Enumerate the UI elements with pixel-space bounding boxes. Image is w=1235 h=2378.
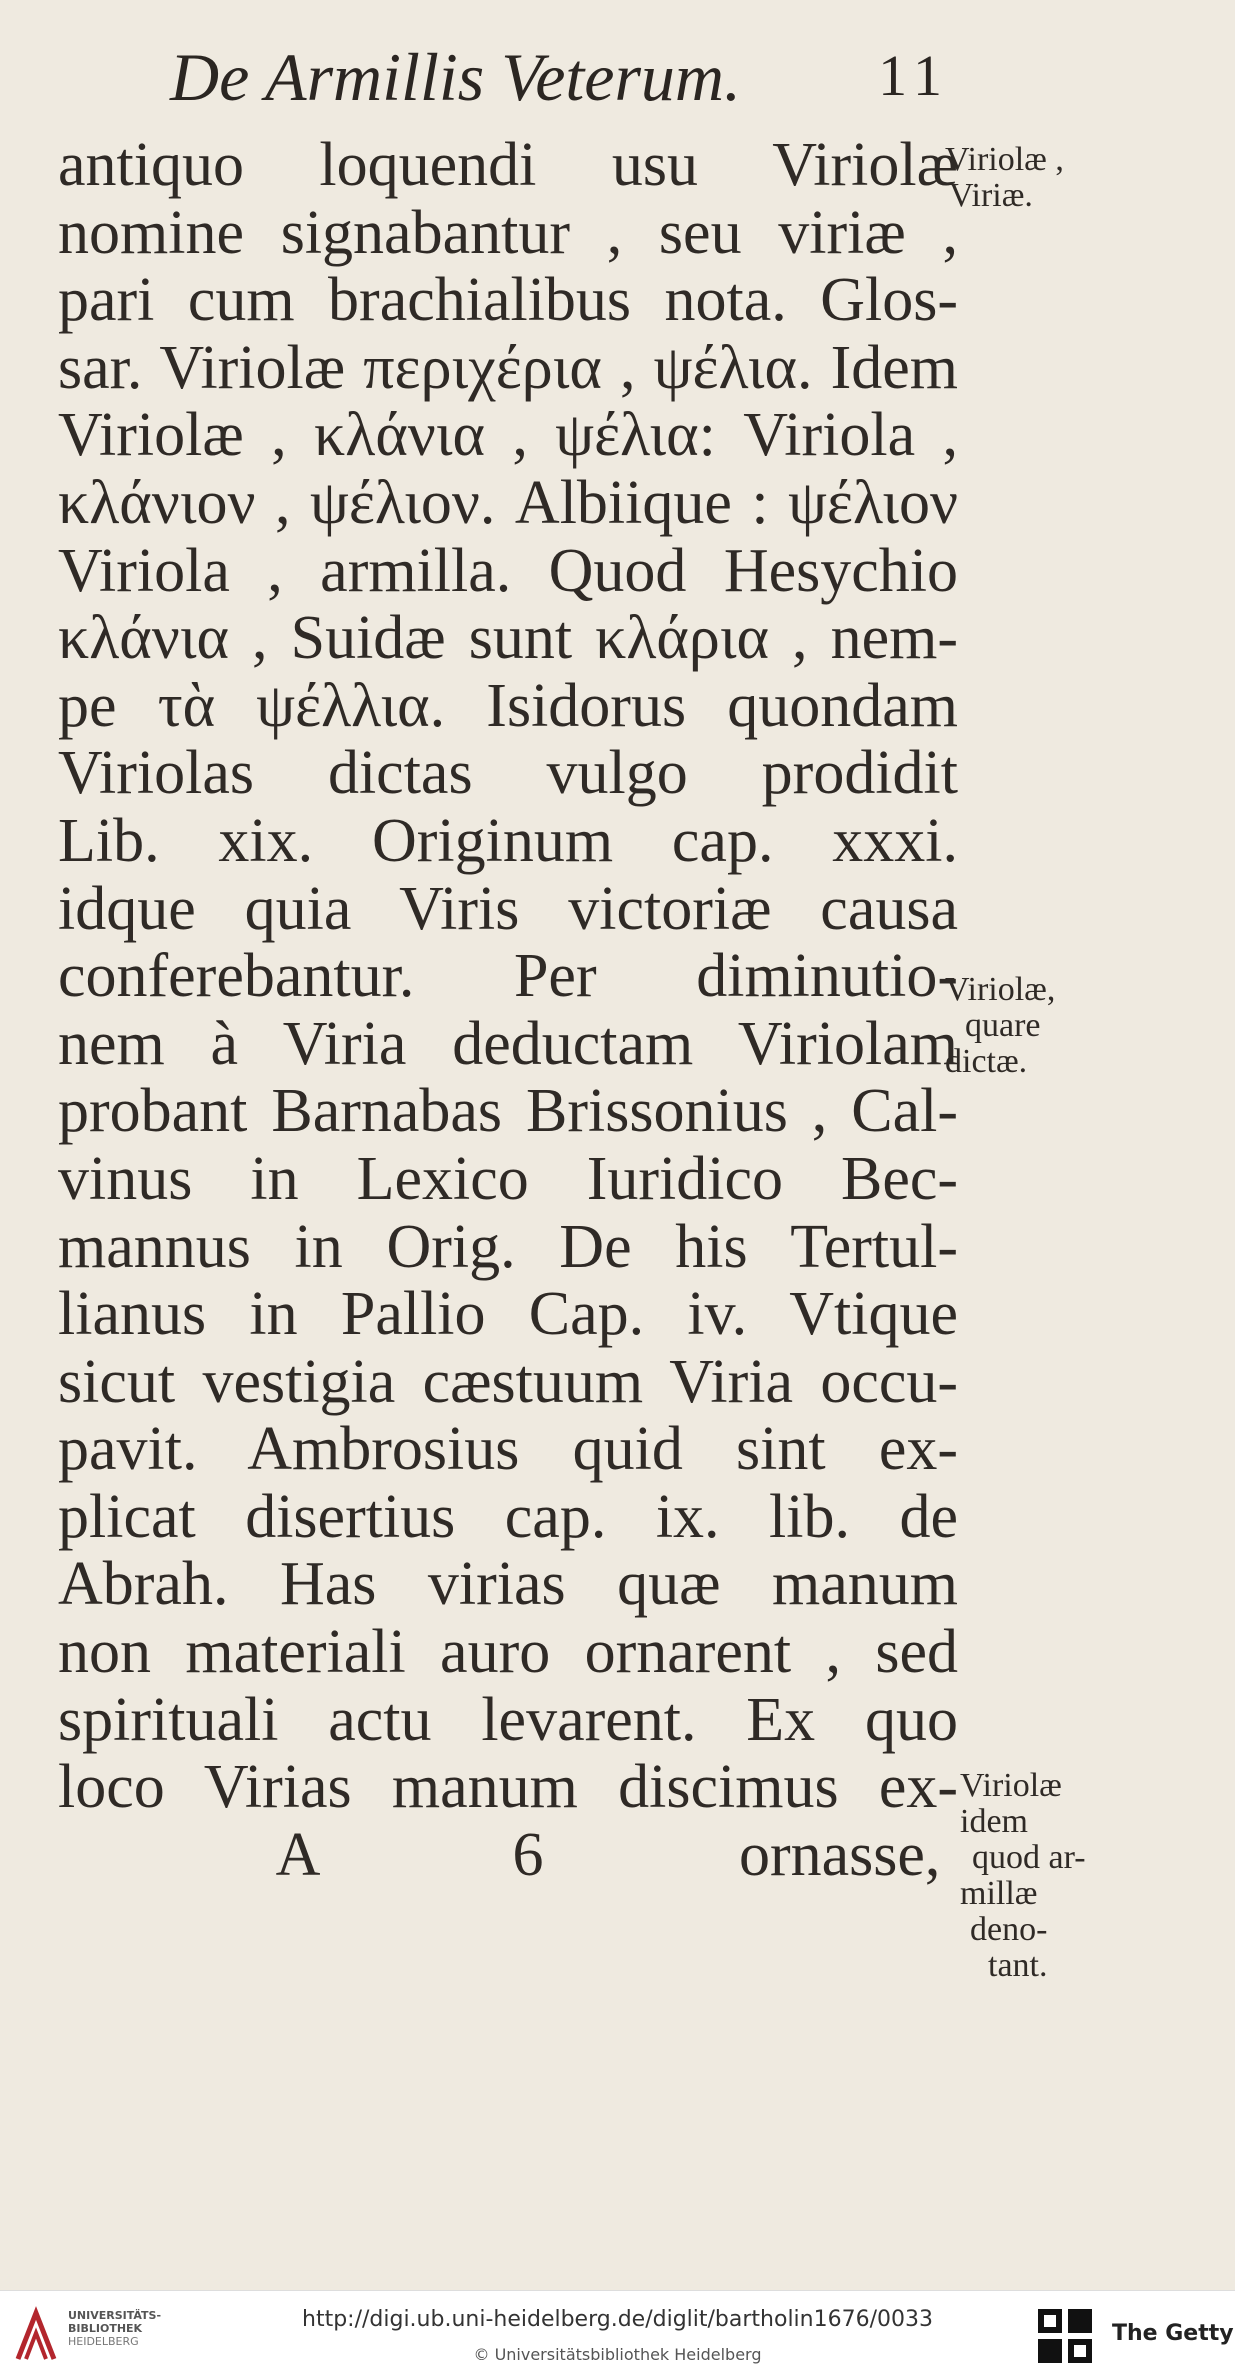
permalink-url[interactable]: http://digi.ub.uni-heidelberg.de/diglit/bartholin1676/0033	[302, 2307, 933, 2332]
library-name-line: BIBLIOTHEK	[68, 2322, 143, 2335]
library-name-line: HEIDELBERG	[68, 2335, 139, 2348]
margin-note-line: millæ	[960, 1875, 1038, 1912]
text-line: Abrah. Has virias quæ manum	[58, 1551, 958, 1619]
running-title: De Armillis Veterum.	[170, 39, 742, 115]
text-line: loco Virias manum discimus ex-	[58, 1754, 958, 1822]
text-line: idque quia Viris victoriæ causa	[58, 875, 958, 943]
margin-note-line: Viriæ.	[949, 177, 1033, 214]
margin-note-quare-dictae	[945, 972, 1125, 1080]
copyright-notice: © Universitätsbibliothek Heidelberg	[473, 2345, 762, 2364]
text-line: probant Barnabas Brissonius , Cal-	[58, 1078, 958, 1146]
text-line: κλάνια , Suidæ sunt κλάρια , nem-	[58, 605, 958, 673]
text-line: mannus in Orig. De his Tertul-	[58, 1213, 958, 1281]
text-line: Viriola , armilla. Quod Hesychio	[58, 537, 958, 605]
page-number: 11	[878, 43, 950, 108]
text-line: nem à Viria deductam Viriolam	[58, 1010, 958, 1078]
text-line: vinus in Lexico Iuridico Bec-	[58, 1145, 958, 1213]
body-text	[58, 132, 958, 1889]
text-line: pe τὰ ψέλλια. Isidorus quondam	[58, 672, 958, 740]
text-line: sar. Viriolæ περιχέρια , ψέλια. Idem	[58, 334, 958, 402]
margin-note-line: Viriolæ	[960, 1767, 1062, 1804]
text-line: antiquo loquendi usu Viriolæ	[58, 132, 958, 199]
text-line: sicut vestigia cæstuum Viria occu-	[58, 1348, 958, 1416]
margin-note-line: quod ar-	[972, 1839, 1086, 1876]
signature-and-catchword: A 6 ornasse,	[275, 1821, 941, 1889]
margin-note-line: dictæ.	[945, 1043, 1028, 1080]
margin-note-line: Viriolæ,	[945, 971, 1056, 1008]
text-line: Viriolas dictas vulgo prodidit	[58, 740, 958, 808]
text-line: non materiali auro ornarent , sed	[58, 1619, 958, 1687]
margin-note-viriolae-viriae	[945, 142, 1125, 214]
margin-note-line: Viriolæ ,	[945, 141, 1064, 178]
margin-note-line: idem	[960, 1803, 1028, 1840]
margin-note-line: quare	[965, 1007, 1041, 1044]
partner-name: The Getty	[1112, 2321, 1234, 2346]
text-line: plicat disertius cap. ix. lib. de	[58, 1483, 958, 1551]
text-line: spirituali actu levarent. Ex quo	[58, 1686, 958, 1754]
text-line: conferebantur. Per diminutio-	[58, 943, 958, 1011]
page-header	[170, 38, 950, 118]
text-line: Lib. xix. Originum cap. xxxi.	[58, 807, 958, 875]
library-name-line: UNIVERSITÄTS-	[68, 2309, 162, 2322]
margin-note-armillae	[960, 1768, 1140, 1984]
text-line: pavit. Ambrosius quid sint ex-	[58, 1416, 958, 1484]
text-line: lianus in Pallio Cap. iv. Vtique	[58, 1281, 958, 1349]
margin-note-line: deno-	[970, 1911, 1048, 1948]
viewer-footer	[0, 2290, 1235, 2378]
text-line: Viriolæ , κλάνια , ψέλια: Viriola ,	[58, 402, 958, 470]
text-line: κλάνιον , ψέλιον. Albiique : ψέλιον	[58, 469, 958, 537]
text-line: nomine signabantur , seu viriæ ,	[58, 199, 958, 267]
text-line: pari cum brachialibus nota. Glos-	[58, 267, 958, 335]
getty-logo-icon	[1036, 2307, 1094, 2365]
margin-note-line: tant.	[988, 1947, 1048, 1984]
